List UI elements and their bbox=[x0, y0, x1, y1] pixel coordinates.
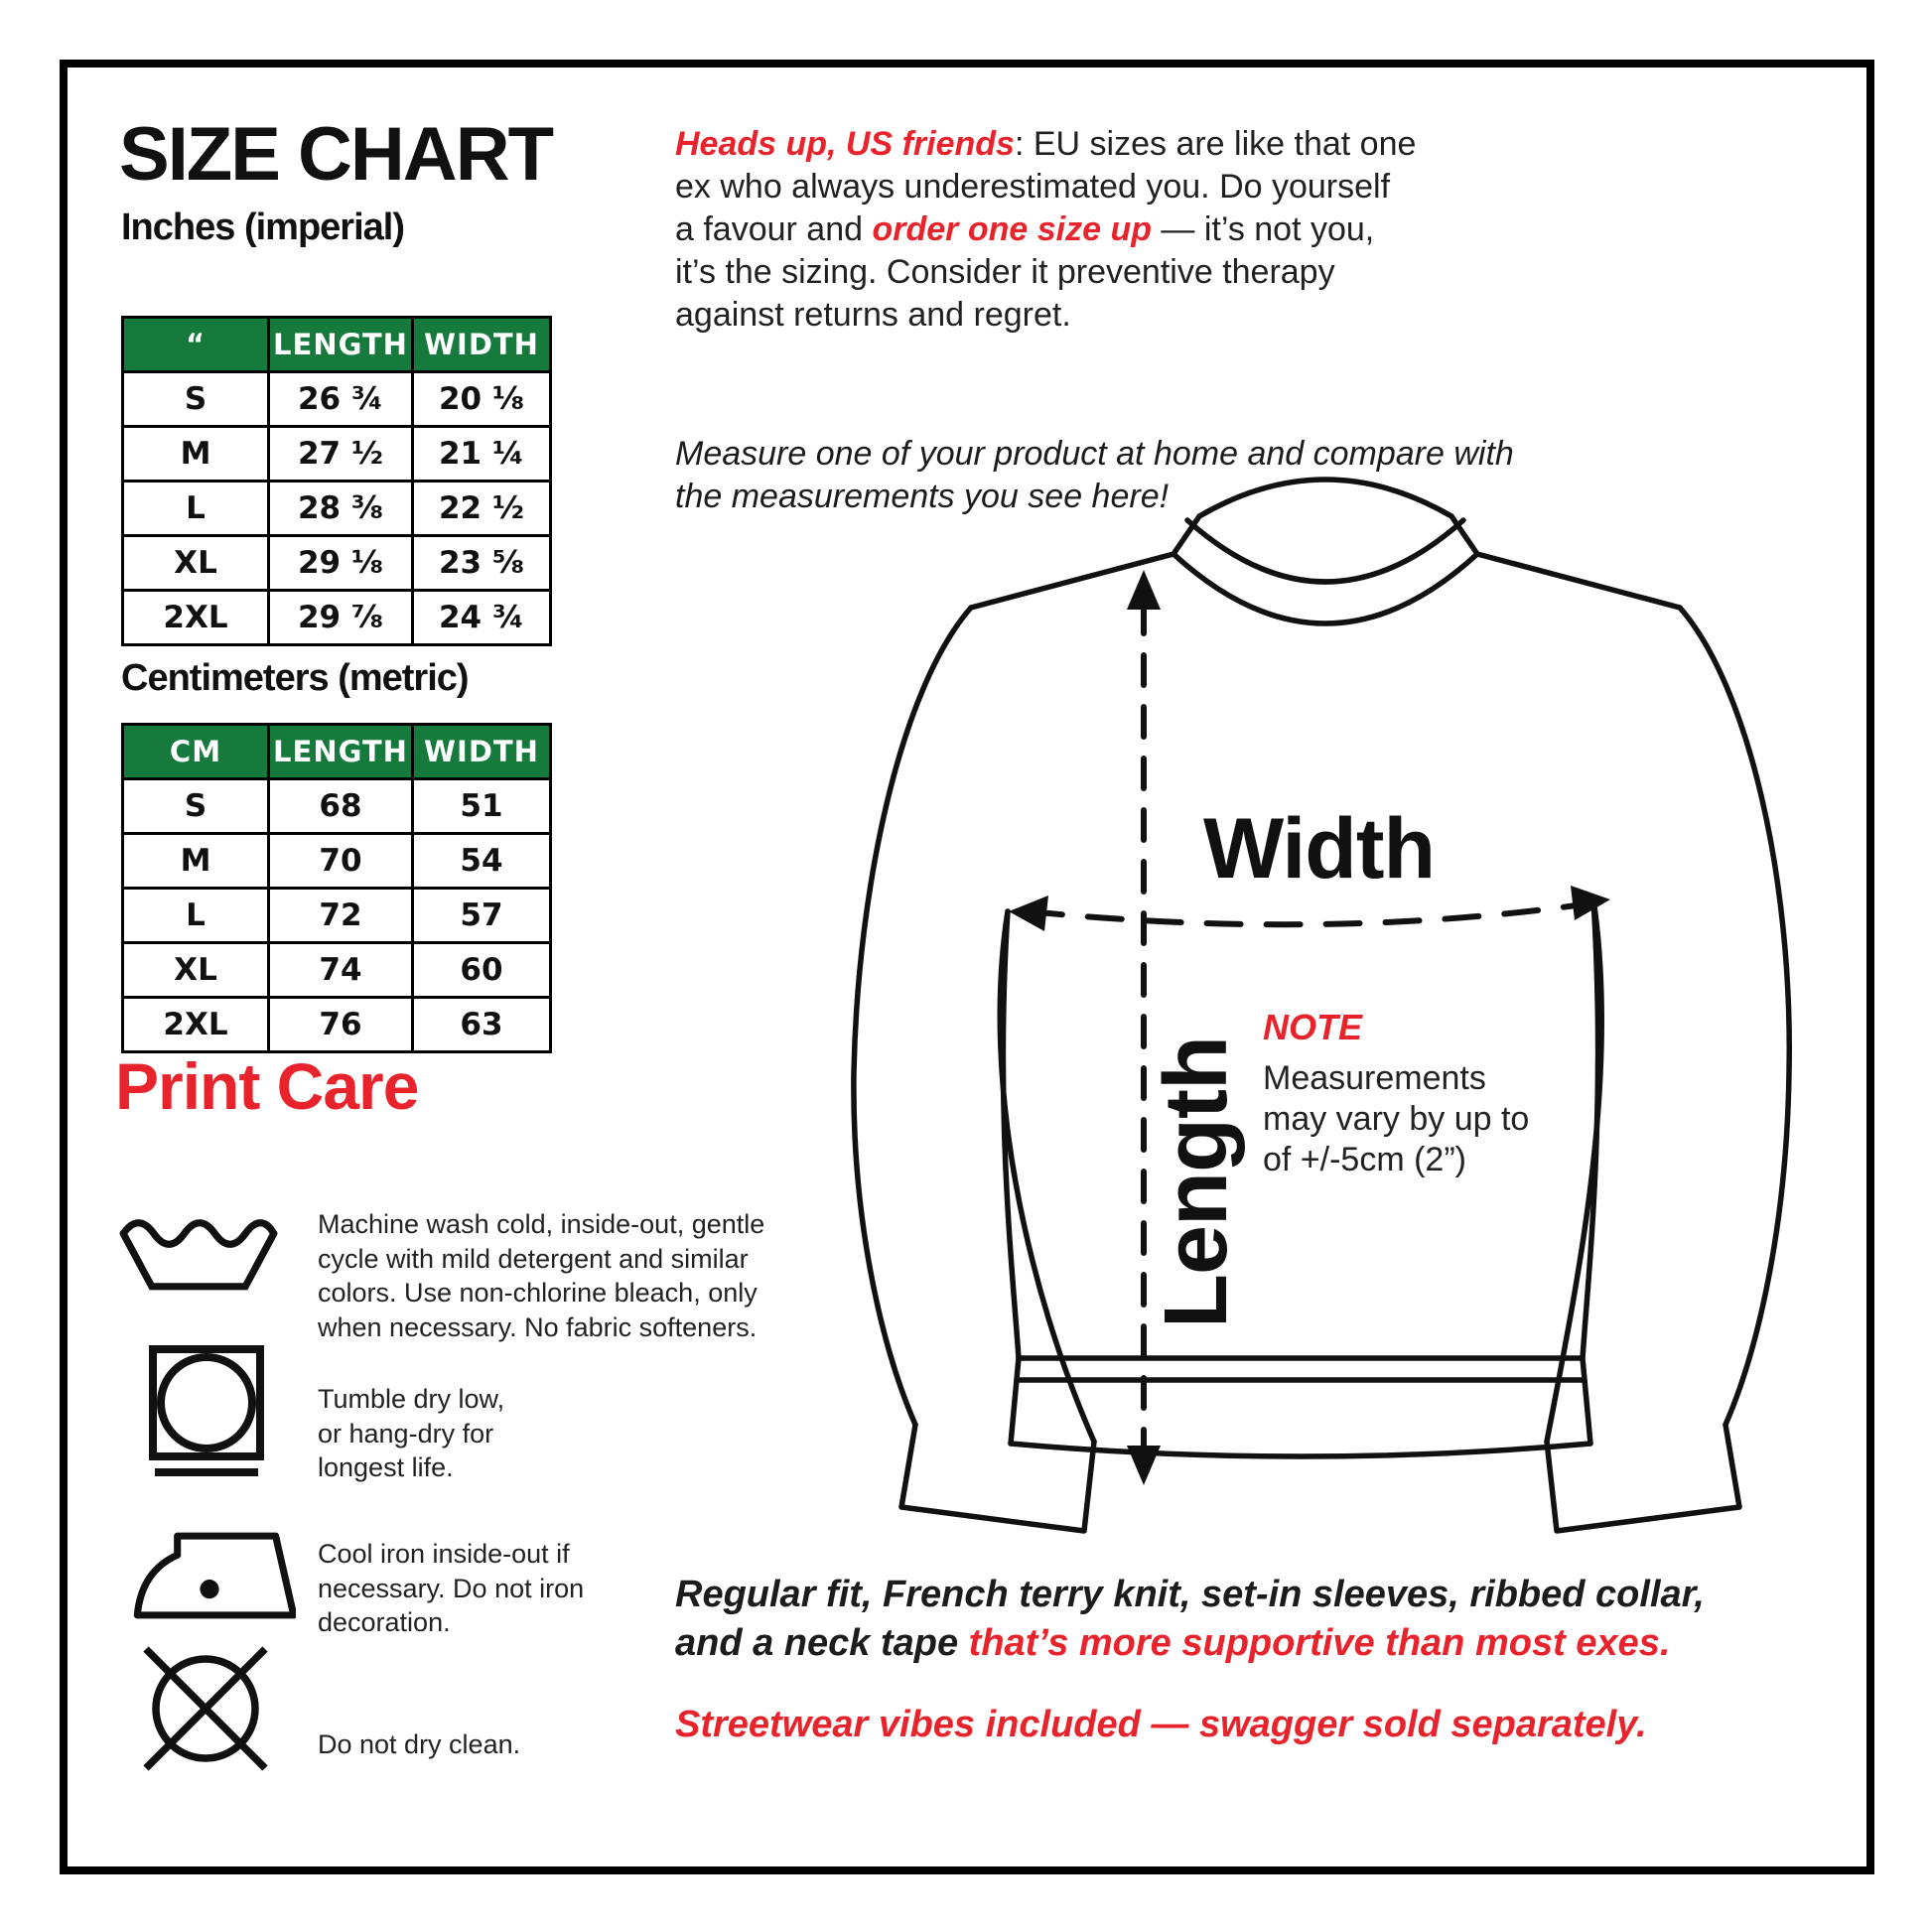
text-segment: and a neck tape bbox=[675, 1622, 969, 1664]
size-cell: M bbox=[123, 834, 269, 889]
table-row bbox=[123, 427, 551, 482]
machine-wash-icon bbox=[117, 1213, 280, 1295]
text-line: or hang-dry for bbox=[318, 1418, 494, 1449]
value-cell: 72 bbox=[269, 889, 413, 943]
size-cell: L bbox=[123, 482, 269, 536]
column-header: “ bbox=[123, 318, 269, 372]
value-cell: 68 bbox=[269, 779, 413, 834]
text-line: necessary. Do not iron bbox=[318, 1573, 585, 1603]
text-line: Do not dry clean. bbox=[318, 1729, 521, 1759]
cm-size-table bbox=[121, 723, 552, 1053]
value-cell: 24 ¾ bbox=[413, 591, 551, 645]
fit-description bbox=[675, 1571, 1705, 1668]
text-segment: : EU sizes are like that one bbox=[1014, 125, 1417, 163]
table-row bbox=[123, 536, 551, 591]
value-cell: 54 bbox=[413, 834, 551, 889]
width-measure-line bbox=[1029, 903, 1590, 924]
text-line: Tumble dry low, bbox=[318, 1384, 505, 1414]
column-header: CM bbox=[123, 725, 269, 779]
page-title: SIZE CHART bbox=[119, 112, 552, 197]
value-cell: 57 bbox=[413, 889, 551, 943]
text-segment: Measure one of your product at home and compare with bbox=[675, 435, 1514, 473]
measurement-note bbox=[1263, 1007, 1529, 1180]
length-dimension-label: Length bbox=[1147, 1036, 1246, 1328]
text-line: Machine wash cold, inside-out, gentle bbox=[318, 1209, 765, 1239]
value-cell: 51 bbox=[413, 779, 551, 834]
text-segment: — it’s not you, bbox=[1151, 210, 1375, 248]
text-segment: ex who always underestimated you. Do yourself bbox=[675, 168, 1391, 206]
table-row bbox=[123, 943, 551, 998]
size-cell: XL bbox=[123, 943, 269, 998]
table-row bbox=[123, 834, 551, 889]
sweatshirt-diagram bbox=[824, 437, 1817, 1569]
print-care-heading: Print Care bbox=[115, 1049, 419, 1123]
size-cell: S bbox=[123, 372, 269, 427]
size-cell: M bbox=[123, 427, 269, 482]
tagline: Streetwear vibes included — swagger sold separately. bbox=[675, 1704, 1647, 1745]
column-header: WIDTH bbox=[413, 318, 551, 372]
value-cell: 29 ⅛ bbox=[269, 536, 413, 591]
text-line: longest life. bbox=[318, 1452, 454, 1482]
size-cell: 2XL bbox=[123, 591, 269, 645]
dry-clean-instructions bbox=[318, 1727, 635, 1762]
table-row bbox=[123, 591, 551, 645]
table-row bbox=[123, 779, 551, 834]
arrow-down-icon bbox=[1127, 1446, 1161, 1485]
text-segment: the measurements you see here! bbox=[675, 478, 1170, 515]
width-dimension-label: Width bbox=[1203, 801, 1436, 897]
tumble-dry-instructions bbox=[318, 1382, 596, 1485]
text-line: Cool iron inside-out if bbox=[318, 1539, 570, 1569]
text-line: decoration. bbox=[318, 1607, 451, 1637]
text-segment: Regular fit, French terry knit, set-in sleeves, ribbed collar, bbox=[675, 1574, 1705, 1615]
value-cell: 76 bbox=[269, 998, 413, 1052]
highlighted-text: Heads up, US friends bbox=[675, 125, 1015, 163]
size-cell: XL bbox=[123, 536, 269, 591]
table-header-row bbox=[123, 725, 551, 779]
arrow-right-icon bbox=[1571, 886, 1610, 920]
value-cell: 60 bbox=[413, 943, 551, 998]
column-header: LENGTH bbox=[269, 725, 413, 779]
iron-instructions bbox=[318, 1537, 655, 1640]
arrow-up-icon bbox=[1127, 570, 1161, 610]
column-header: WIDTH bbox=[413, 725, 551, 779]
tumble-dry-icon bbox=[147, 1342, 266, 1479]
column-header: LENGTH bbox=[269, 318, 413, 372]
value-cell: 70 bbox=[269, 834, 413, 889]
sizing-intro-paragraph bbox=[675, 123, 1416, 337]
table-header-row bbox=[123, 318, 551, 372]
table-row bbox=[123, 889, 551, 943]
value-cell: 63 bbox=[413, 998, 551, 1052]
value-cell: 26 ¾ bbox=[269, 372, 413, 427]
text-line: of +/-5cm (2”) bbox=[1263, 1141, 1466, 1178]
value-cell: 29 ⅞ bbox=[269, 591, 413, 645]
text-line: when necessary. No fabric softeners. bbox=[318, 1311, 758, 1342]
text-line: Measurements bbox=[1263, 1059, 1486, 1097]
text-line: colors. Use non-chlorine bleach, only bbox=[318, 1278, 758, 1308]
value-cell: 20 ⅛ bbox=[413, 372, 551, 427]
value-cell: 23 ⅝ bbox=[413, 536, 551, 591]
note-title: NOTE bbox=[1263, 1007, 1363, 1047]
text-segment: it’s the sizing. Consider it preventive therapy bbox=[675, 253, 1335, 291]
value-cell: 22 ½ bbox=[413, 482, 551, 536]
value-cell: 28 ⅜ bbox=[269, 482, 413, 536]
arrow-left-icon bbox=[1009, 896, 1048, 931]
size-cell: 2XL bbox=[123, 998, 269, 1052]
highlighted-text: order one size up bbox=[872, 210, 1152, 248]
text-segment: a favour and bbox=[675, 210, 873, 248]
size-cell: L bbox=[123, 889, 269, 943]
cm-section-heading: Centimeters (metric) bbox=[121, 657, 469, 699]
highlighted-text: that’s more supportive than most exes. bbox=[968, 1622, 1671, 1664]
inches-section-heading: Inches (imperial) bbox=[121, 207, 404, 248]
text-segment: against returns and regret. bbox=[675, 296, 1071, 334]
text-line: may vary by up to bbox=[1263, 1100, 1530, 1138]
value-cell: 27 ½ bbox=[269, 427, 413, 482]
table-row bbox=[123, 482, 551, 536]
iron-icon bbox=[125, 1523, 296, 1628]
inches-size-table bbox=[121, 316, 552, 646]
value-cell: 21 ¼ bbox=[413, 427, 551, 482]
table-row bbox=[123, 372, 551, 427]
size-cell: S bbox=[123, 779, 269, 834]
note-text bbox=[1263, 1058, 1529, 1180]
do-not-dry-clean-icon bbox=[131, 1634, 280, 1783]
machine-wash-instructions bbox=[318, 1207, 854, 1344]
table-row bbox=[123, 998, 551, 1052]
value-cell: 74 bbox=[269, 943, 413, 998]
text-line: cycle with mild detergent and similar bbox=[318, 1243, 749, 1274]
